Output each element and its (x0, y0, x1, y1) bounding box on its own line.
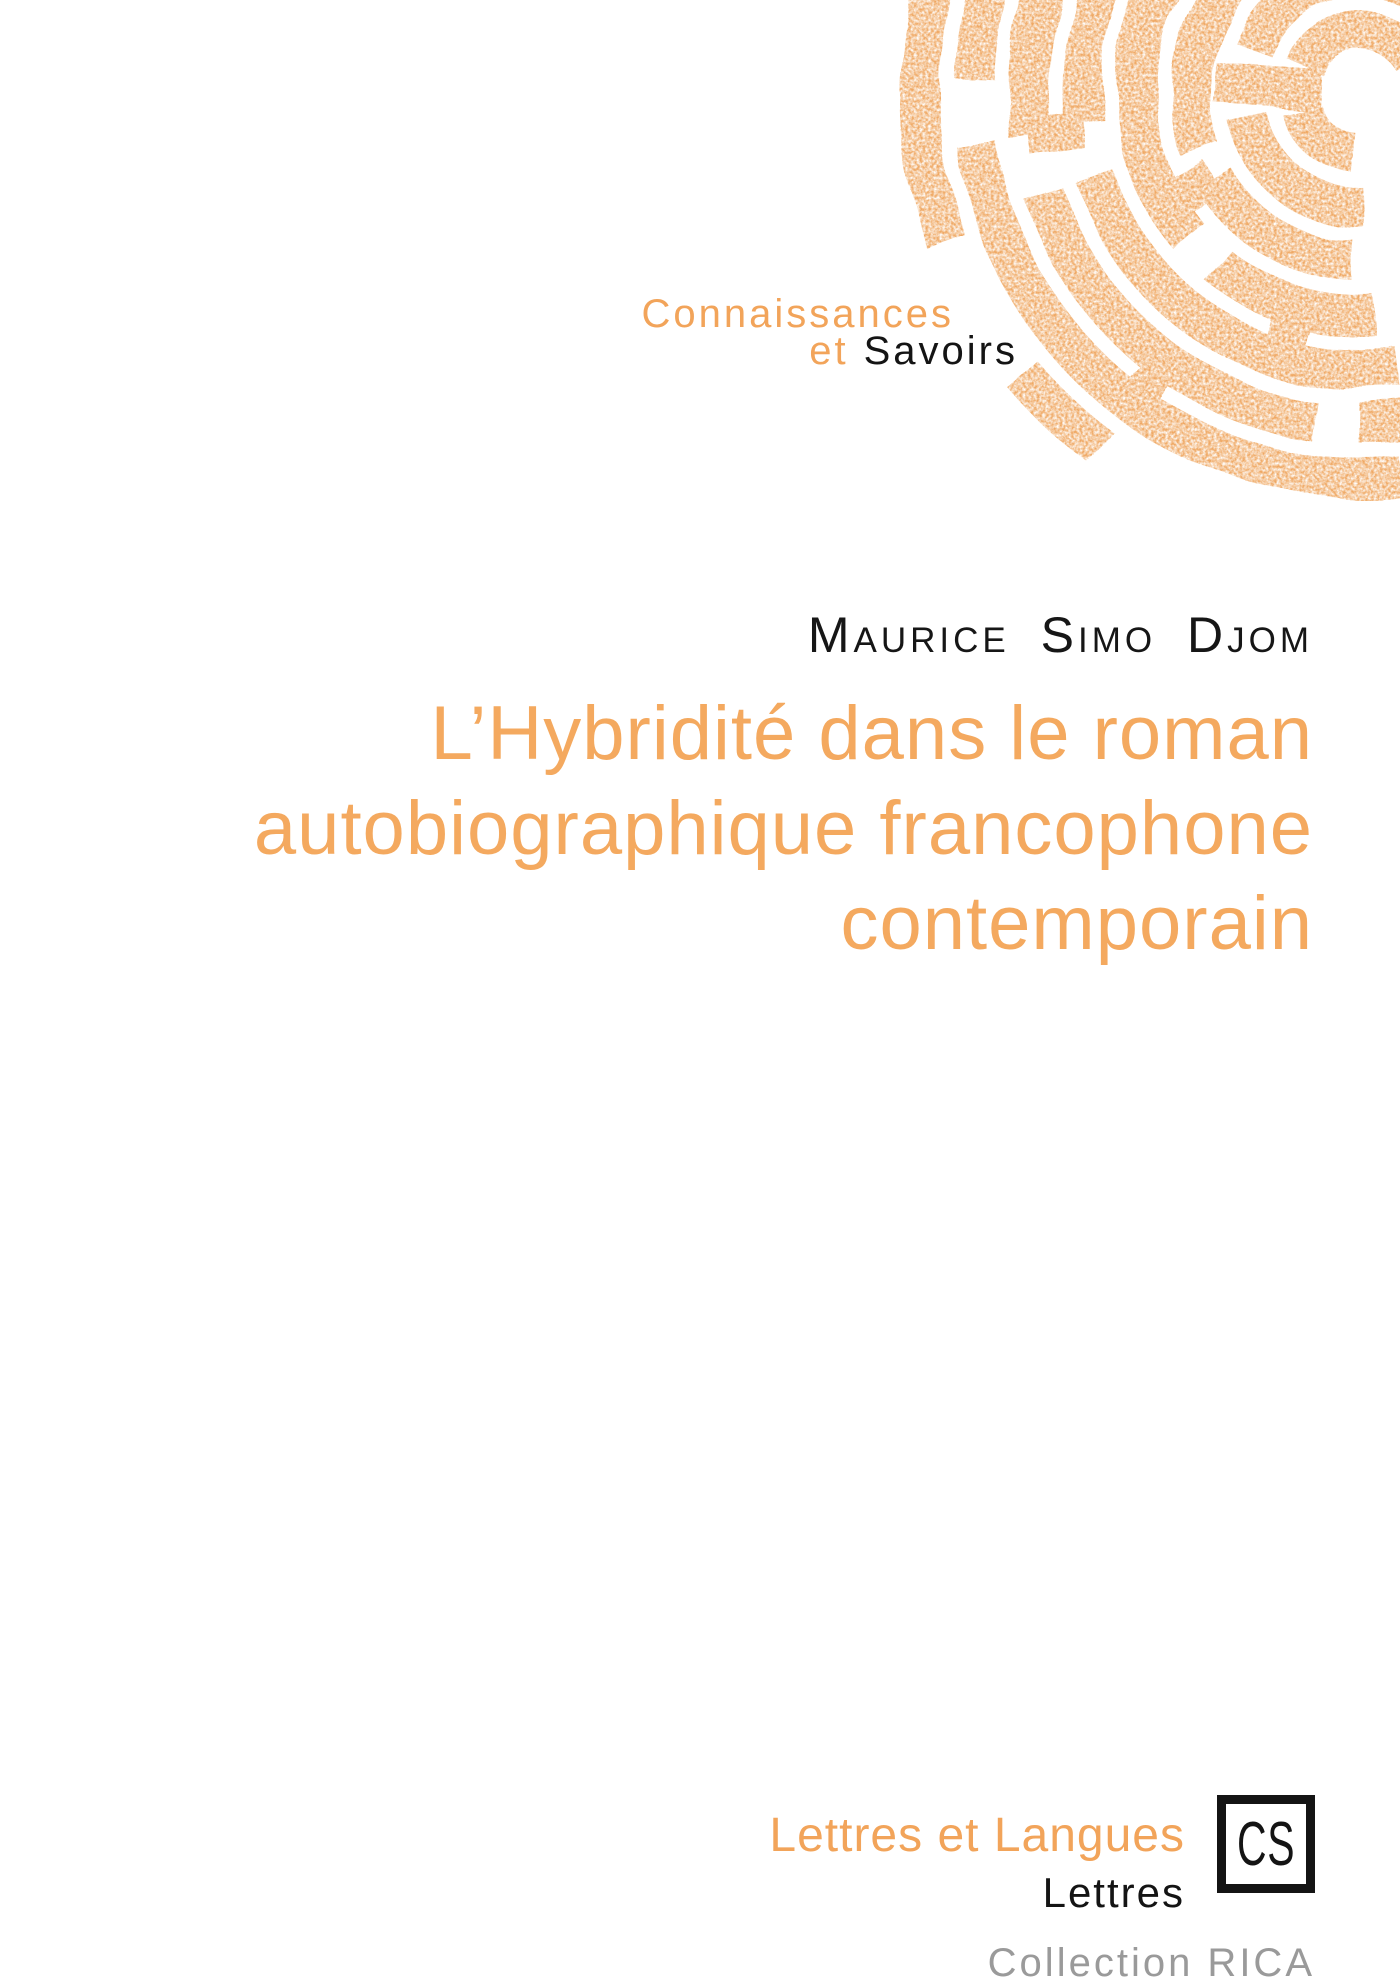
publisher-name-et: et (809, 329, 849, 373)
collection-label: Collection RICA (987, 1941, 1315, 1985)
cs-initials: CS (1236, 1809, 1296, 1879)
series-label: Lettres et Langues (769, 1809, 1185, 1862)
publisher-name-savoirs: Savoirs (863, 329, 1018, 373)
publisher-name-line1: Connaissances (641, 292, 954, 336)
cs-publisher-logo (1217, 1795, 1315, 1893)
maze-arcs (920, 0, 1400, 478)
title-line-1: L’Hybridité dans le roman (430, 691, 1313, 776)
category-label: Lettres (1042, 1869, 1185, 1916)
title-line-2: autobiographique francophone (253, 786, 1313, 871)
publisher-name-line2 (642, 329, 1019, 373)
book-title (254, 686, 1313, 971)
title-line-3: contemporain (840, 881, 1313, 966)
author-name: Maurice Simo Djom (807, 607, 1313, 663)
publisher-block (641, 292, 1019, 373)
